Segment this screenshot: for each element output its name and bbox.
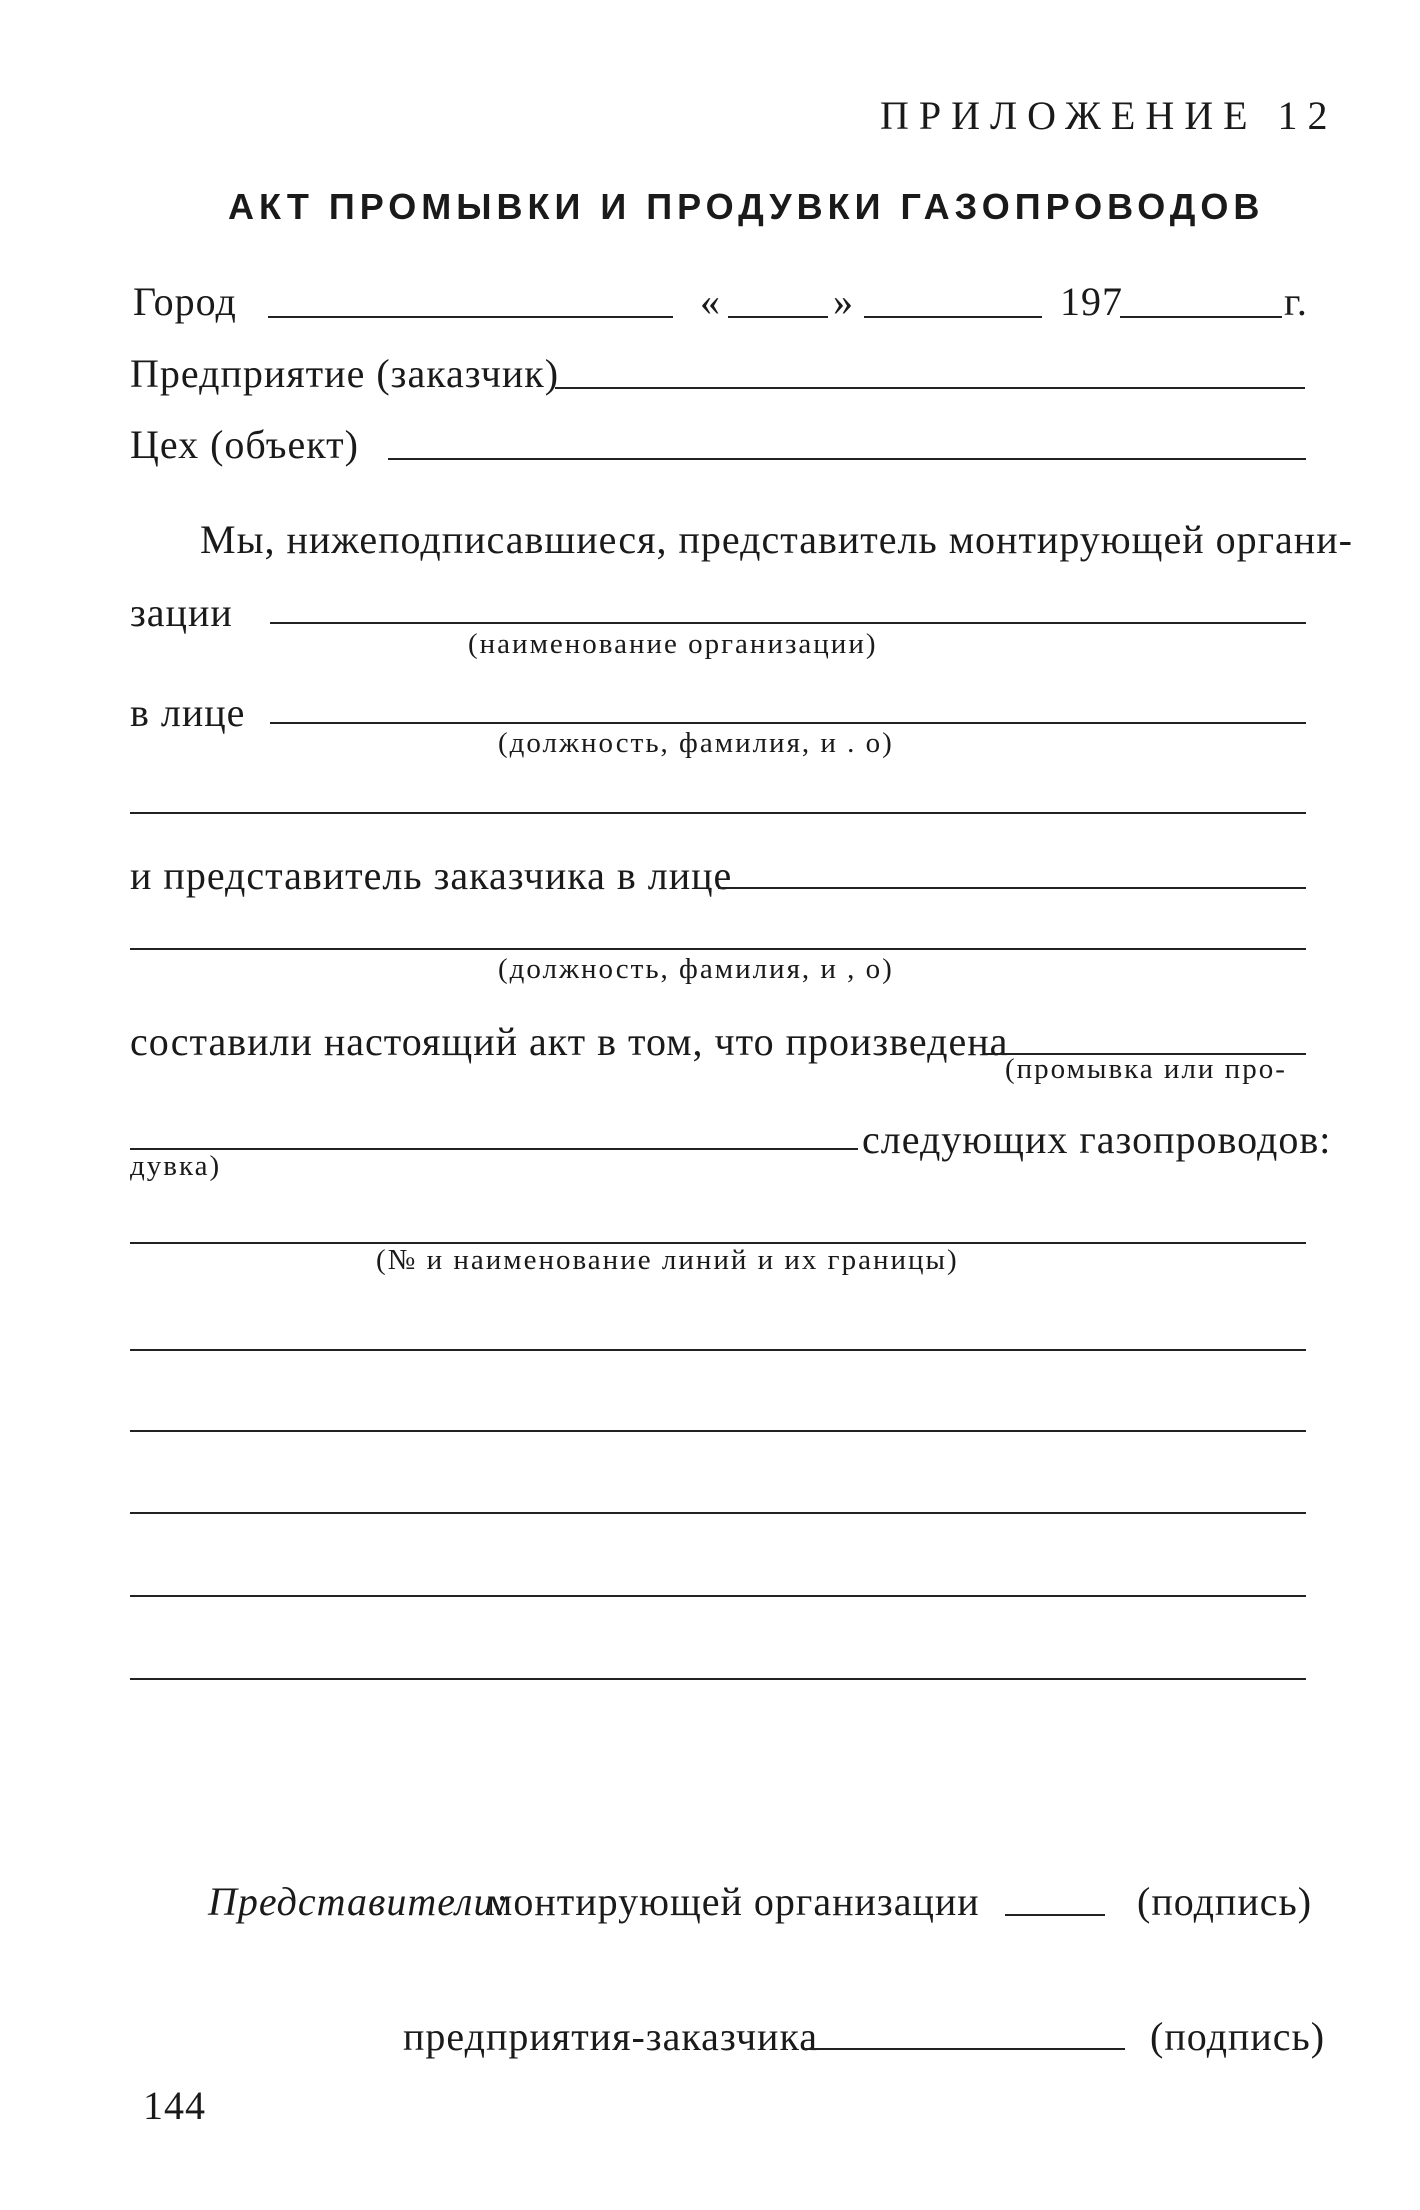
year-field[interactable] — [1120, 316, 1282, 318]
person-caption: (должность, фамилия, и . о) — [498, 727, 894, 759]
city-field[interactable] — [268, 316, 673, 318]
shop-label: Цех (объект) — [130, 422, 359, 467]
following-text: следующих газопроводов: — [862, 1117, 1332, 1162]
customer-rep-caption: (должность, фамилия, и , о) — [498, 953, 894, 985]
person-field[interactable] — [270, 722, 1306, 724]
month-field[interactable] — [864, 316, 1042, 318]
page-number: 144 — [143, 2083, 206, 2128]
year-suffix: г. — [1284, 279, 1308, 324]
pipelines-line-1[interactable] — [130, 1349, 1306, 1351]
signature-1: (подпись) — [1137, 1879, 1313, 1924]
person-label: в лице — [130, 690, 246, 735]
city-label: Город — [133, 279, 237, 324]
blank-line[interactable] — [130, 812, 1306, 814]
org-caption: (наименование организации) — [468, 628, 878, 660]
pipelines-line-4[interactable] — [130, 1595, 1306, 1597]
enterprise-label: Предприятие (заказчик) — [130, 351, 560, 396]
installer-label: монтирующей организации — [487, 1879, 980, 1924]
appendix-label: ПРИЛОЖЕНИЕ 12 — [880, 93, 1338, 138]
shop-field[interactable] — [388, 458, 1306, 460]
act-caption-2: дувка) — [130, 1150, 222, 1182]
quote-close: » — [833, 279, 854, 324]
customer-signature-field[interactable] — [805, 2048, 1125, 2050]
enterprise-field[interactable] — [555, 387, 1305, 389]
org-field[interactable] — [270, 622, 1306, 624]
customer-rep-label: и представитель заказчика в лице — [130, 853, 733, 898]
procedure-field-2[interactable] — [130, 1148, 858, 1150]
act-caption-1: (промывка или про- — [1005, 1053, 1287, 1085]
page-title: АКТ ПРОМЫВКИ И ПРОДУВКИ ГАЗОПРОВОДОВ — [228, 186, 1265, 227]
act-text: составили настоящий акт в том, что произведена — [130, 1019, 1009, 1064]
quote-open: « — [700, 279, 721, 324]
representatives-label: Представители: — [208, 1879, 509, 1924]
customer-rep-field-2[interactable] — [130, 948, 1306, 950]
customer-rep-field[interactable] — [718, 887, 1306, 889]
org-label: зации — [130, 590, 233, 635]
signature-2: (подпись) — [1150, 2014, 1326, 2059]
customer-label: предприятия-заказчика — [403, 2014, 819, 2059]
day-field[interactable] — [728, 316, 828, 318]
year-prefix: 197 — [1060, 279, 1123, 324]
intro-line: Мы, нижеподписавшиеся, представитель монтирующей органи- — [200, 517, 1353, 562]
lines-caption: (№ и наименование линий и их границы) — [376, 1244, 959, 1276]
pipelines-line-3[interactable] — [130, 1512, 1306, 1514]
installer-signature-field[interactable] — [1005, 1914, 1105, 1916]
pipelines-line-5[interactable] — [130, 1678, 1306, 1680]
pipelines-line-2[interactable] — [130, 1430, 1306, 1432]
